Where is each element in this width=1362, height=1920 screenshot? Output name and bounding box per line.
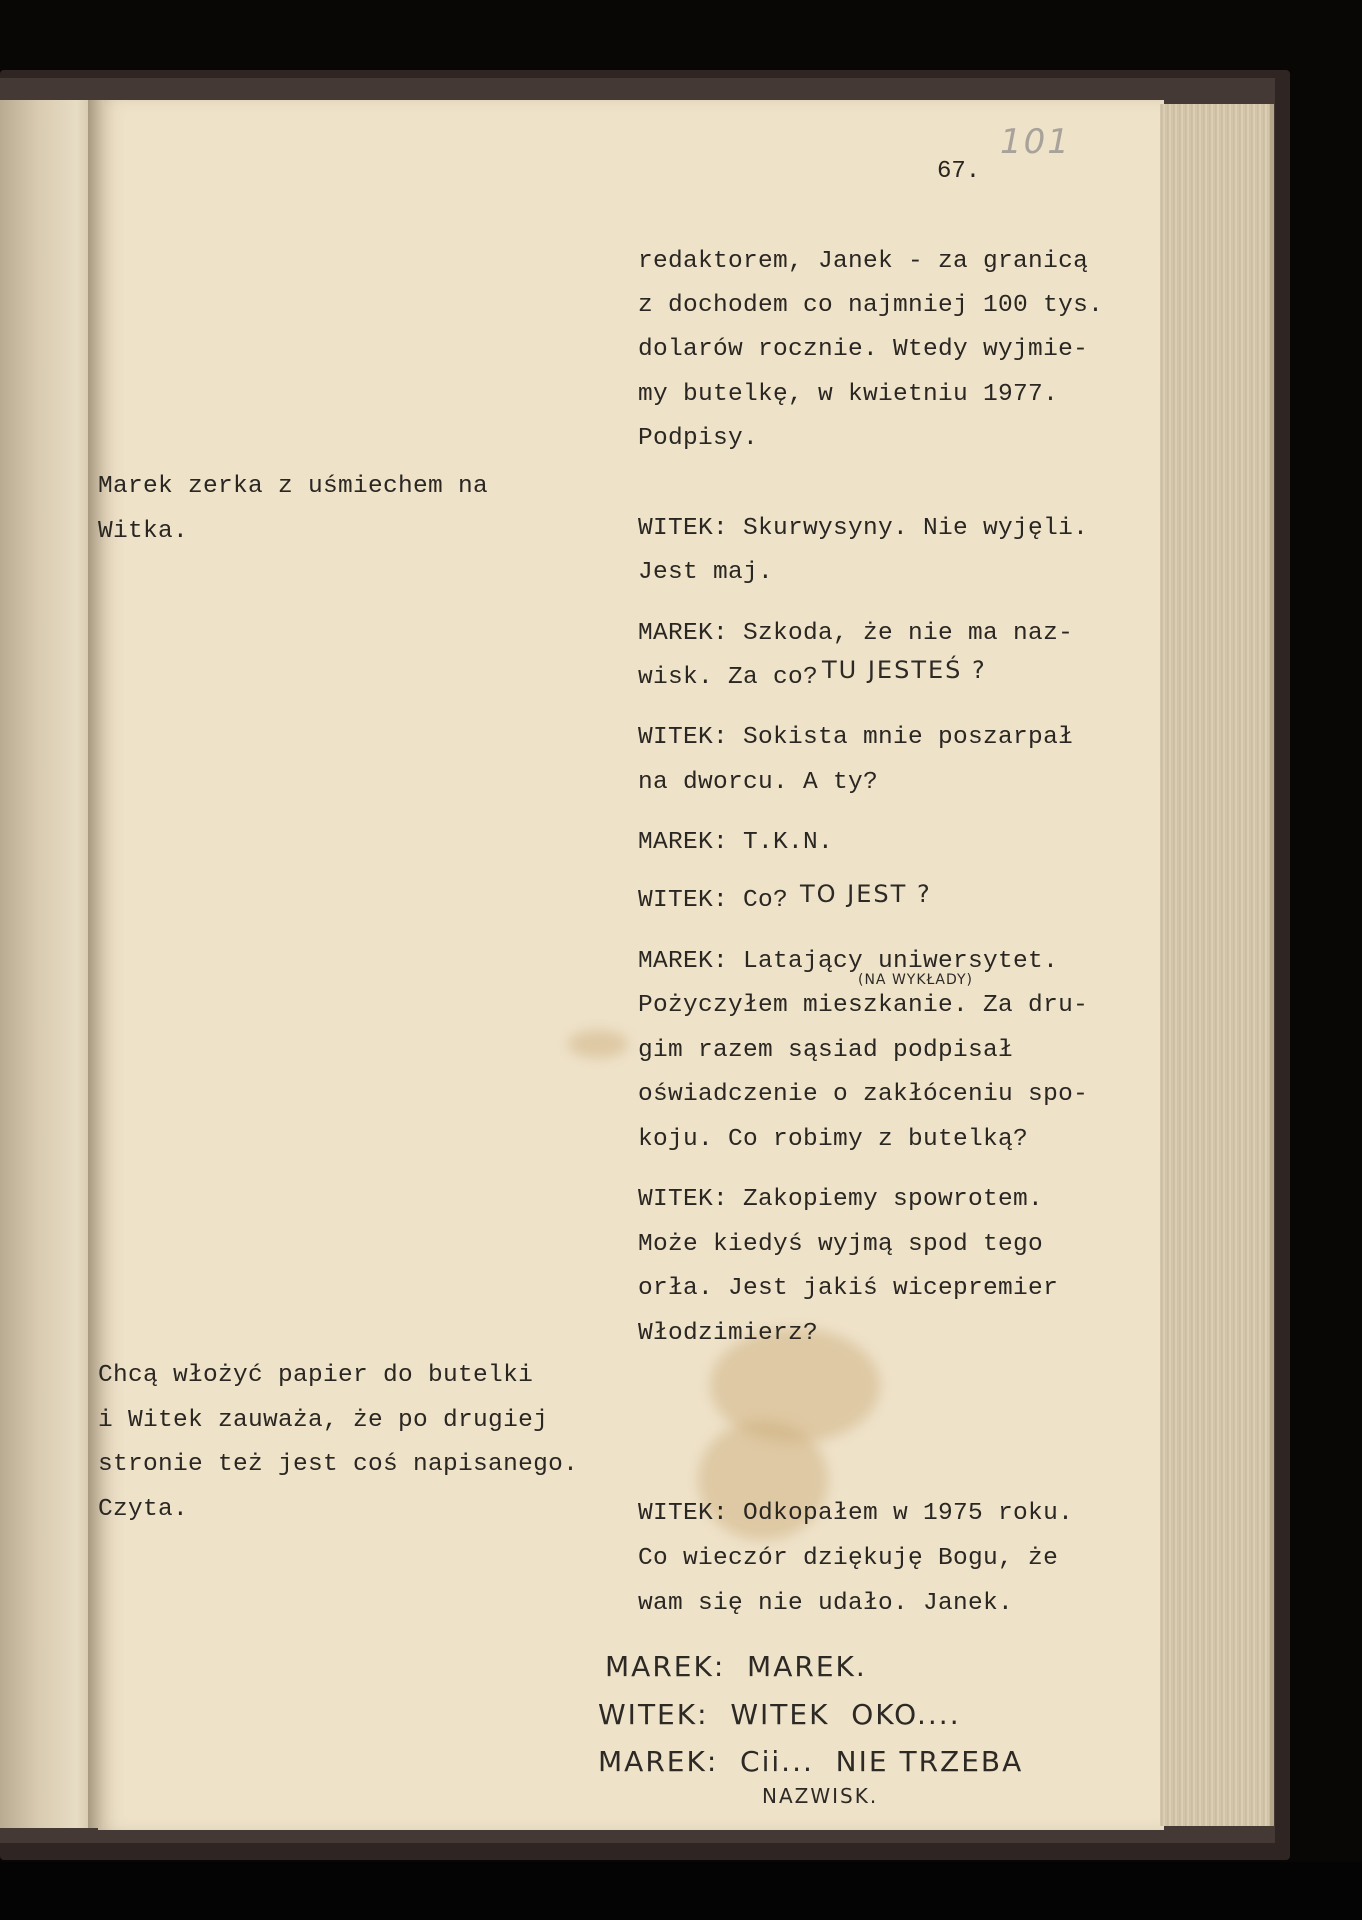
text-line: MAREK: Latający uniwersytet.: [638, 948, 1059, 975]
text-line: WITEK: Zakopiemy spowrotem.: [638, 1186, 1044, 1213]
handwritten-line: MAREK: Cii... NIE TRZEBA: [598, 1745, 1024, 1778]
text-line: z dochodem co najmniej 100 tys.: [638, 292, 1104, 319]
text-line: WITEK: Co?: [638, 887, 789, 914]
handwritten-annotation: TO JEST ?: [800, 880, 932, 908]
text-line: Może kiedyś wyjmą spod tego: [638, 1231, 1044, 1258]
text-line: Włodzimierz?: [638, 1320, 819, 1347]
text-line: MAREK: Szkoda, że nie ma naz-: [638, 620, 1074, 647]
handwritten-annotation: TU JESTEŚ ?: [822, 656, 987, 684]
text-line: Co wieczór dziękuję Bogu, że: [638, 1545, 1059, 1572]
page-stack-edge: [1160, 104, 1274, 1826]
text-line: wisk. Za co?: [638, 664, 819, 691]
stage-line: Marek zerka z uśmiechem na: [98, 473, 489, 500]
text-line: MAREK: T.K.N.: [638, 829, 834, 856]
stage-line: Witka.: [98, 518, 189, 545]
text-line: dolarów rocznie. Wtedy wyjmie-: [638, 336, 1089, 363]
handwritten-annotation: (NA WYKŁADY): [858, 972, 974, 988]
text-line: na dworcu. A ty?: [638, 769, 879, 796]
handwritten-line: NAZWISK.: [762, 1784, 879, 1808]
text-line: WITEK: Skurwysyny. Nie wyjęli.: [638, 515, 1089, 542]
facing-page-edge: [0, 100, 96, 1828]
text-line: Jest maj.: [638, 559, 774, 586]
text-line: WITEK: Sokista mnie poszarpał: [638, 724, 1074, 751]
water-stain: [568, 1030, 628, 1058]
text-line: WITEK: Odkopałem w 1975 roku.: [638, 1500, 1074, 1527]
page-number: 67.: [937, 158, 981, 185]
text-line: wam się nie udało. Janek.: [638, 1590, 1014, 1617]
text-line: orła. Jest jakiś wicepremier: [638, 1275, 1059, 1302]
text-line: oświadczenie o zakłóceniu spo-: [638, 1081, 1089, 1108]
stage-line: Czyta.: [98, 1496, 189, 1523]
handwritten-line: WITEK: WITEK OKO....: [598, 1698, 961, 1731]
text-line: Podpisy.: [638, 425, 759, 452]
text-line: redaktorem, Janek - za granicą: [638, 248, 1089, 275]
handwritten-line: MAREK: MAREK.: [605, 1650, 867, 1683]
book-gutter: [88, 100, 104, 1828]
stage-line: stronie też jest coś napisanego.: [98, 1451, 579, 1478]
archive-number: 101: [1000, 122, 1071, 162]
text-line: gim razem sąsiad podpisał: [638, 1037, 1014, 1064]
text-line: koju. Co robimy z butelką?: [638, 1126, 1029, 1153]
text-line: Pożyczyłem mieszkanie. Za dru-: [638, 992, 1089, 1019]
stage-line: Chcą włożyć papier do butelki: [98, 1362, 534, 1389]
text-line: my butelkę, w kwietniu 1977.: [638, 381, 1059, 408]
background-shadow: [0, 1862, 1362, 1920]
stage-line: i Witek zauważa, że po drugiej: [98, 1407, 549, 1434]
